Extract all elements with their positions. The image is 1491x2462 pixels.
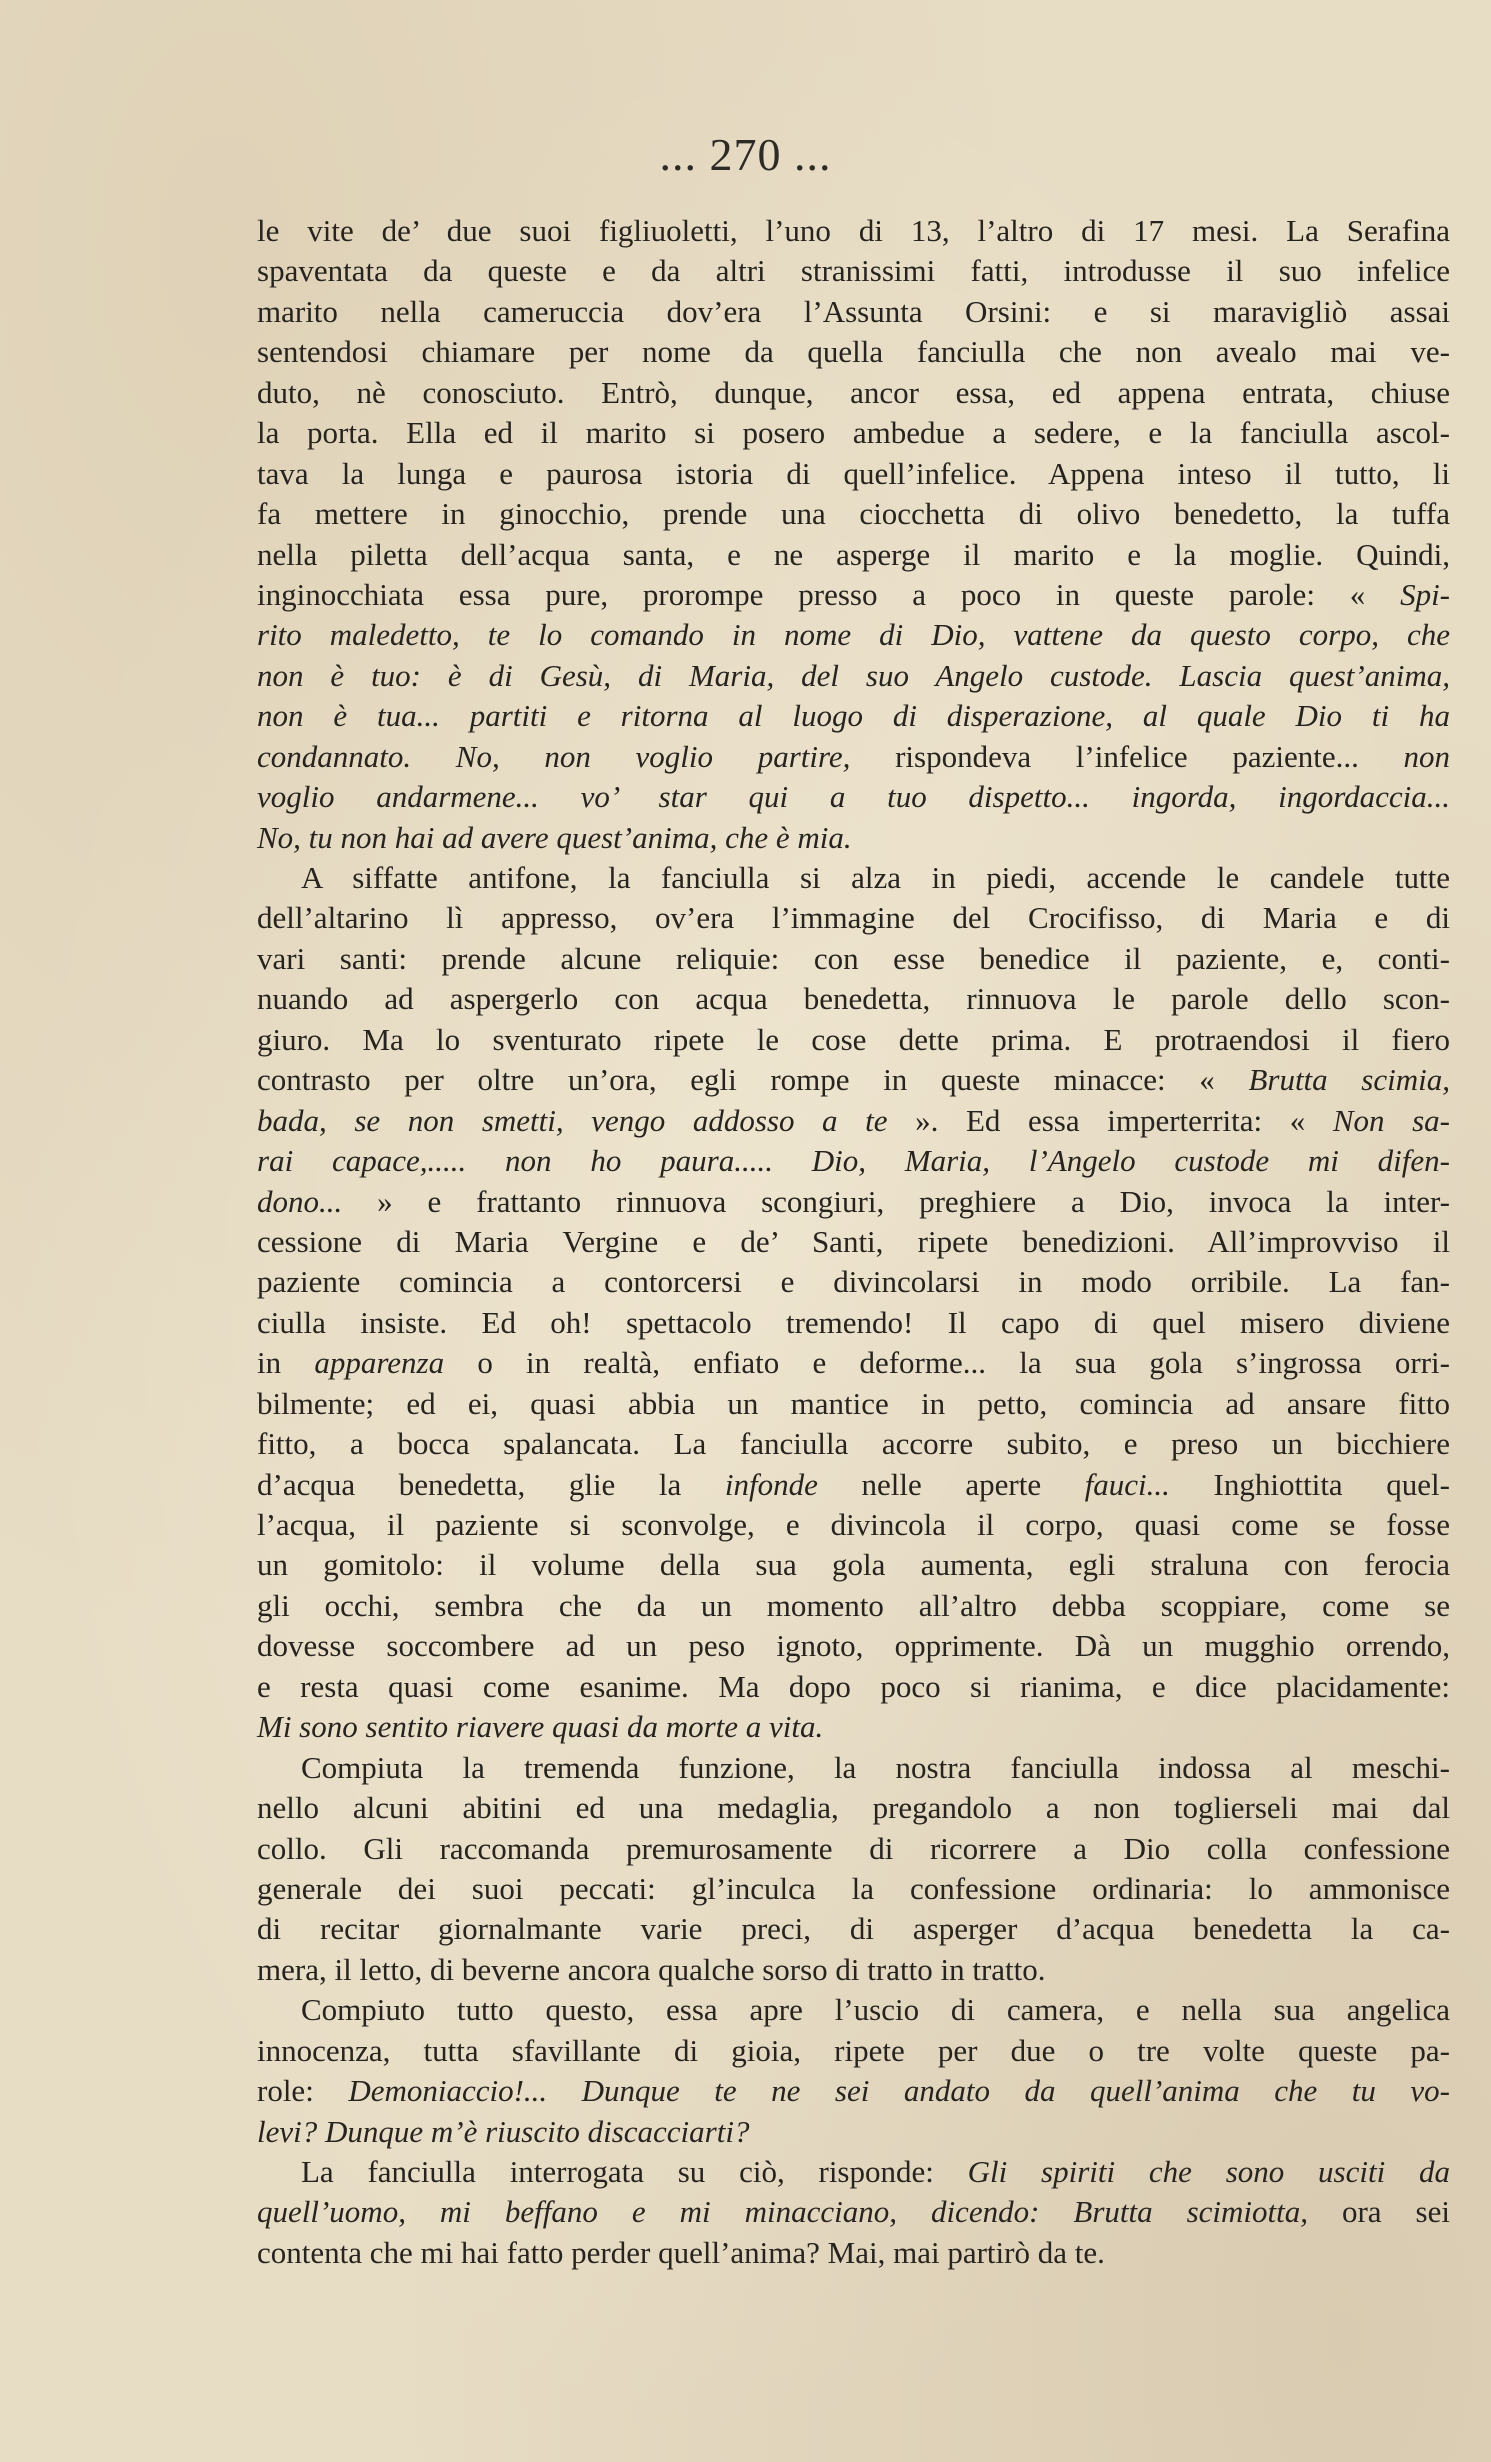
text-segment: fa mettere in ginocchio, prende una ciocchetta di olivo benedetto, la tuffa [257,496,1450,532]
text-segment: paziente comincia a contorcersi e divincolarsi in modo orribile. La fan- [257,1264,1450,1300]
text-segment: cessione di Maria Vergine e de’ Santi, ripete benedizioni. All’improvviso il [257,1223,1450,1259]
text-segment: Compiuta la tremenda funzione, la nostra fanciulla indossa al meschi- [301,1749,1450,1785]
text-line [257,737,1450,777]
italic-text-segment: Non sa- [1332,1102,1450,1138]
text-line [257,1060,1450,1100]
text-segment: le vite de’ due suoi figliuoletti, l’uno di 13, l’altro di 17 mesi. La Serafina [257,213,1450,248]
text-line [257,1909,1450,1949]
text-segment: tava la lunga e paurosa istoria di quell’infelice. Appena inteso il tutto, li [257,455,1450,491]
text-line [257,2233,1450,2273]
text-segment: duto, nè conosciuto. Entrò, dunque, ancor essa, ed appena entrata, chiuse [257,374,1450,410]
italic-text-segment: non [1403,738,1450,774]
text-line [257,1424,1450,1464]
text-segment: un gomitolo: il volume della sua gola aumenta, egli straluna con ferocia [257,1547,1450,1583]
text-segment: innocenza, tutta sfavillante di gioia, ripete per due o tre volte queste pa- [257,2032,1450,2068]
text-line [257,1222,1450,1262]
text-segment: fitto, a bocca spalancata. La fanciulla accorre subito, e preso un bicchiere [257,1426,1450,1462]
text-segment: d’acqua benedetta, glie la [257,1466,725,1502]
text-segment: gli occhi, sembra che da un momento all’altro debba scoppiare, come se [257,1587,1450,1623]
italic-text-segment: rito maledetto, te lo comando in nome di Dio, vattene da questo corpo, che [257,617,1450,653]
italic-text-segment: quell’uomo, mi beffano e mi minacciano, dicendo: Brutta scimiotta, [257,2194,1308,2230]
text-segment: collo. Gli raccomanda premurosamente di ricorrere a Dio colla confessione [257,1830,1450,1866]
text-line [257,1101,1450,1141]
text-segment: nello alcuni abitini ed una medaglia, pregandolo a non toglierseli mai dal [257,1790,1450,1826]
italic-text-segment: Spi- [1400,576,1450,612]
text-segment: spaventata da queste e da altri stranissimi fatti, introdusse il suo infelice [257,253,1450,289]
text-line [257,1626,1450,1666]
text-line [257,1384,1450,1424]
italic-text-segment: Gli spiriti che sono usciti da [967,2154,1450,2189]
page-number: ... 270 ... [659,129,832,180]
text-line [257,898,1450,938]
text-line [257,1788,1450,1828]
italic-text-segment: bada, se non smetti, vengo addosso a te [257,1102,888,1138]
text-line [257,1829,1450,1869]
text-line [257,373,1450,413]
text-line [257,332,1450,372]
text-segment: dell’altarino lì appresso, ov’era l’immagine del Crocifisso, di Maria e di [257,900,1450,936]
text-line [257,1182,1450,1222]
text-line [257,1262,1450,1302]
text-line [257,1505,1450,1545]
text-line [257,211,1450,251]
italic-text-segment: non è tuo: è di Gesù, di Maria, del suo Angelo custode. Lascia quest’anima, [257,657,1450,693]
text-segment: ciulla insiste. Ed oh! spettacolo tremendo! Il capo di quel misero diviene [257,1304,1450,1340]
text-line [257,413,1450,453]
text-segment: » e frattanto rinnuova scongiuri, preghiere a Dio, invoca la inter- [342,1183,1450,1219]
text-segment: contrasto per oltre un’ora, egli rompe in queste minacce: « [257,1062,1249,1098]
italic-text-segment: No, tu non hai ad avere quest’anima, che è mia. [257,819,852,855]
italic-text-segment: condannato. No, non voglio partire, [257,738,851,774]
text-segment: e resta quasi come esanime. Ma dopo poco si rianima, e dice placidamente: [257,1668,1450,1704]
text-line [257,1465,1450,1505]
text-line [257,2192,1450,2232]
text-segment: o in realtà, enfiato e deforme... la sua gola s’ingrossa orri- [444,1345,1450,1381]
italic-text-segment: non è tua... partiti e ritorna al luogo di disperazione, al quale Dio ti ha [257,698,1450,734]
text-line [257,1869,1450,1909]
text-line [257,1950,1450,1990]
text-line [257,251,1450,291]
text-line [257,1748,1450,1788]
text-line [257,1990,1450,2030]
text-line [257,777,1450,817]
text-segment: marito nella cameruccia dov’era l’Assunta Orsini: e si maravigliò assai [257,293,1450,329]
text-segment: nuando ad aspergerlo con acqua benedetta, rinnuova le parole dello scon- [257,981,1450,1017]
text-line [257,696,1450,736]
text-segment: mera, il letto, di beverne ancora qualche sorso di tratto in tratto. [257,1951,1046,1987]
text-segment: di recitar giornalmante varie preci, di asperger d’acqua benedetta la ca- [257,1911,1450,1947]
text-line [257,858,1450,898]
text-segment: contenta che mi hai fatto perder quell’anima? Mai, mai partirò da te. [257,2234,1105,2270]
text-line [257,818,1450,858]
text-line [257,615,1450,655]
italic-text-segment: infonde [724,1466,818,1502]
text-line [257,979,1450,1019]
text-segment: bilmente; ed ei, quasi abbia un mantice in petto, comincia ad ansare fitto [257,1385,1450,1421]
text-segment: role: [257,2073,349,2109]
text-segment: sentendosi chiamare per nome da quella fanciulla che non avealo mai ve- [257,334,1450,370]
text-line [257,1020,1450,1060]
text-line [257,454,1450,494]
text-segment: La fanciulla interrogata su ciò, risponde: [301,2154,968,2189]
body-text [257,211,1450,2273]
text-line [257,494,1450,534]
text-segment: in [257,1345,315,1381]
text-line [257,656,1450,696]
text-line [257,575,1450,615]
text-line [257,2031,1450,2071]
text-segment: nelle aperte [817,1466,1085,1502]
italic-text-segment: levi? Dunque m’è riuscito discacciarti? [257,2113,750,2149]
text-line [257,2071,1450,2111]
italic-text-segment: apparenza [314,1345,445,1381]
text-segment: generale dei suoi peccati: gl’inculca la confessione ordinaria: lo ammonisce [257,1870,1450,1906]
text-line [257,2112,1450,2152]
text-line [257,939,1450,979]
italic-text-segment: rai capace,..... non ho paura..... Dio, Maria, l’Angelo custode mi difen- [257,1143,1450,1179]
italic-text-segment: voglio andarmene... vo’ star qui a tuo dispetto... ingorda, ingordaccia... [257,779,1450,815]
text-segment: dovesse soccombere ad un peso ignoto, opprimente. Dà un mugghio orrendo, [257,1628,1450,1664]
text-segment: A siffatte antifone, la fanciulla si alza in piedi, accende le candele tutte [301,860,1450,895]
text-segment: giuro. Ma lo sventurato ripete le cose dette prima. E protraendosi il fiero [257,1021,1450,1057]
text-line [257,535,1450,575]
text-segment: l’acqua, il paziente si sconvolge, e divincola il corpo, quasi come se fosse [257,1507,1450,1542]
text-line [257,1141,1450,1181]
text-segment: rispondeva l’infelice paziente... [850,738,1404,774]
italic-text-segment: Mi sono sentito riavere quasi da morte a vita. [257,1709,824,1745]
italic-text-segment: dono... [257,1183,343,1219]
text-line [257,2152,1450,2192]
text-line [257,1707,1450,1747]
italic-text-segment: Demoniaccio!... Dunque te ne sei andato da quell’anima che tu vo- [348,2073,1450,2109]
text-segment: la porta. Ella ed il marito si posero ambedue a sedere, e la fanciulla ascol- [257,415,1450,451]
text-line [257,1545,1450,1585]
text-line [257,1343,1450,1383]
text-segment: Inghiottita quel- [1169,1466,1450,1502]
text-segment: ». Ed essa imperterrita: « [887,1102,1333,1138]
text-line [257,292,1450,332]
text-line [257,1586,1450,1626]
text-line [257,1303,1450,1343]
italic-text-segment: Brutta scimia, [1248,1062,1450,1098]
text-segment: inginocchiata essa pure, prorompe presso a poco in queste parole: « [257,576,1401,612]
text-line [257,1667,1450,1707]
text-segment: Compiuto tutto questo, essa apre l’uscio di camera, e nella sua angelica [301,1992,1450,2028]
text-segment: vari santi: prende alcune reliquie: con esse benedice il paziente, e, conti- [257,940,1450,976]
italic-text-segment: fauci... [1084,1466,1170,1502]
text-segment: ora sei [1308,2194,1450,2230]
text-segment: nella piletta dell’acqua santa, e ne asperge il marito e la moglie. Quindi, [257,536,1450,572]
